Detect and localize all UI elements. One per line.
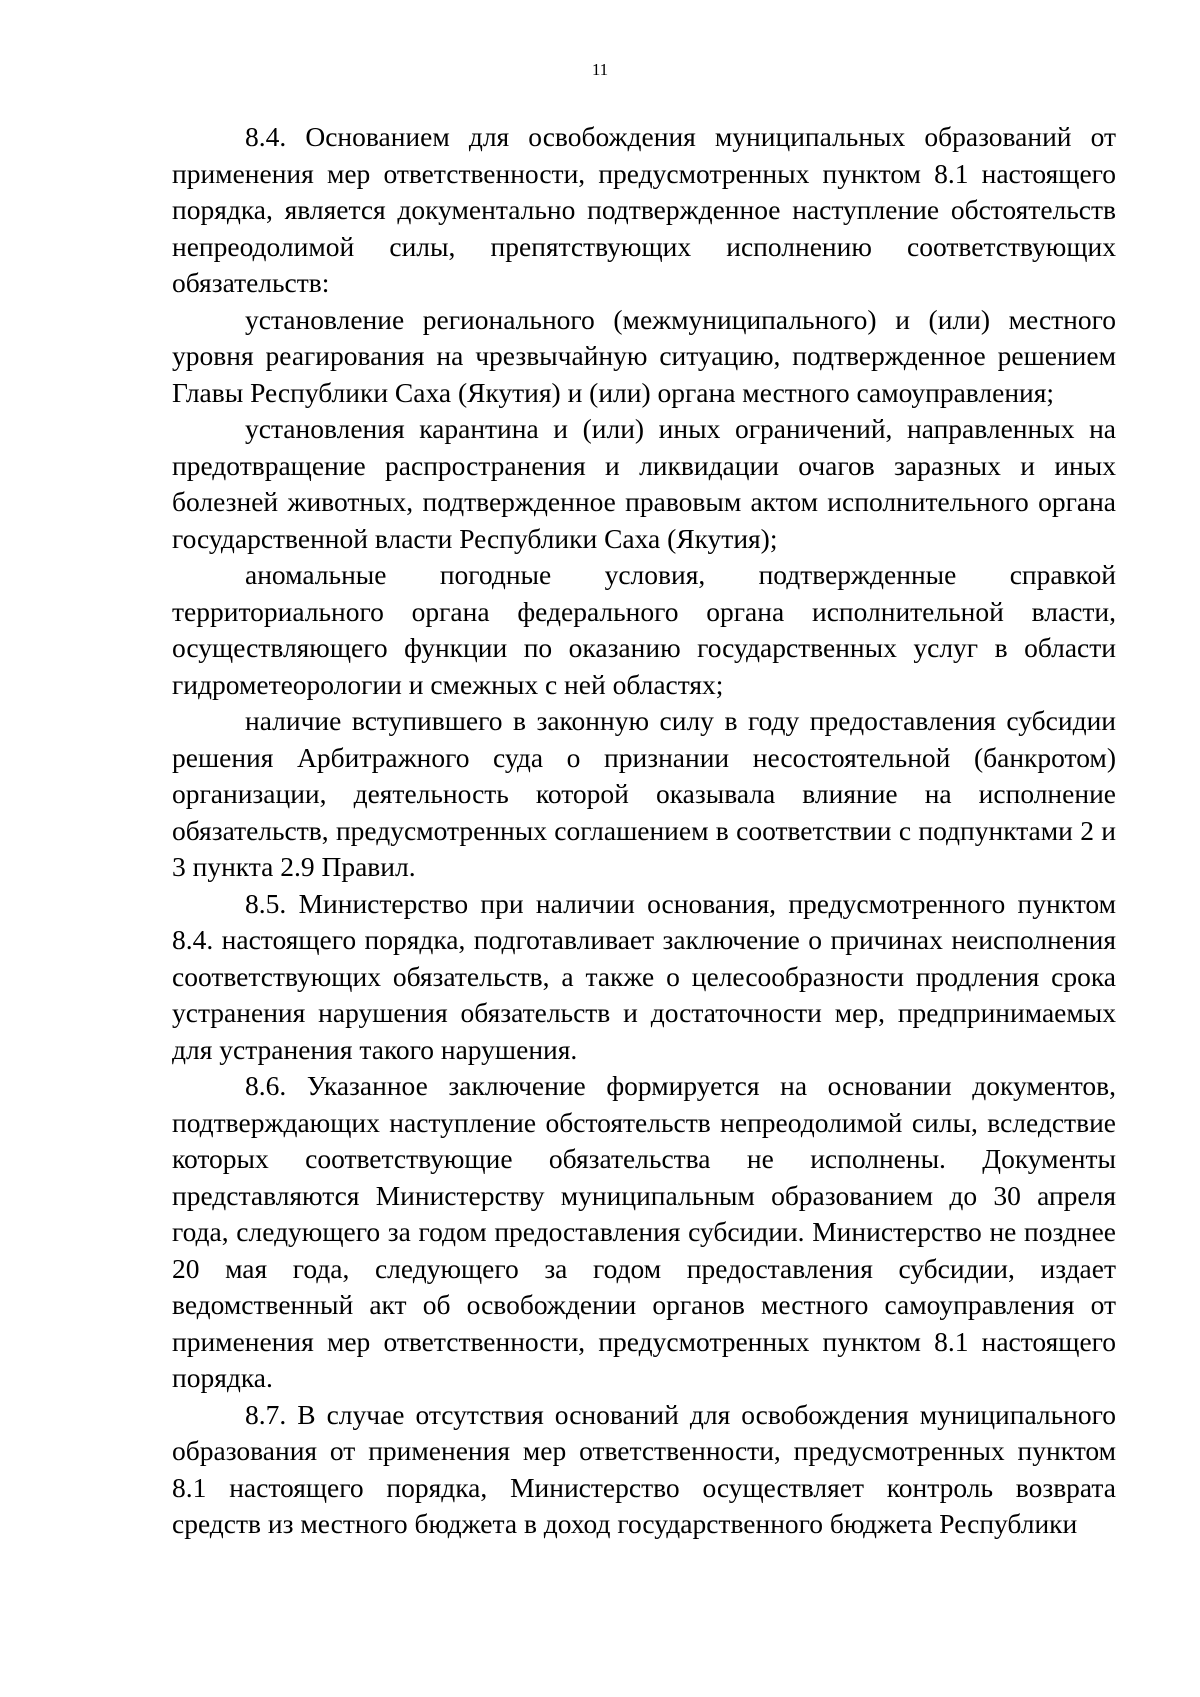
paragraph-weather-conditions: аномальные погодные условия, подтвержденные справкой территориального органа федерального органа исполнительной власти, осуществляющего функции по оказанию государственных услуг в области гидрометеорологии и смежных с ней областях; xyxy=(172,559,1116,700)
paragraph-emergency-response: установление регионального (межмуниципального) и (или) местного уровня реагирования на чрезвычайную ситуацию, подтвержденное решением Главы Республики Саха (Якутия) и (или) органа местного самоуправления; xyxy=(172,303,1116,408)
paragraph-quarantine: установления карантина и (или) иных ограничений, направленных на предотвращение распространения и ликвидации очагов заразных и иных болезней животных, подтвержденное правовым актом исполнительного органа государственной власти Республики Саха (Якутия); xyxy=(172,413,1116,554)
page-number: 11 xyxy=(591,60,609,79)
paragraph-8-6: 8.6. Указанное заключение формируется на основании документов, подтверждающих наступление обстоятельств непреодолимой силы, вследствие которых соответствующие обязательства не исполнены. Документы представляются Министерству муниципальным образованием до 30 апреля года, следующего за годом предоставления субсидии. Министерство не позднее 20 мая года, следующего за годом предоставления субсидии, издает ведомственный акт об освобождении органов местного самоуправления от применения мер ответственности, предусмотренных пунктом 8.1 настоящего порядка. xyxy=(172,1070,1116,1393)
paragraph-8-7: 8.7. В случае отсутствия оснований для освобождения муниципального образования от применения мер ответственности, предусмотренных пунктом 8.1 настоящего порядка, Министерство осуществляет контроль возврата средств из местного бюджета в доход государственного бюджета Республики xyxy=(172,1398,1116,1539)
paragraph-8-4: 8.4. Основанием для освобождения муниципальных образований от применения мер ответственности, предусмотренных пунктом 8.1 настоящего порядка, является документально подтвержденное наступление обстоятельств непреодолимой силы, препятствующих исполнению соответствующих обязательств: xyxy=(172,121,1116,298)
paragraph-arbitration-decision: наличие вступившего в законную силу в году предоставления субсидии решения Арбитражного суда о признании несостоятельной (банкротом) организации, деятельность которой оказывала влияние на исполнение обязательств, предусмотренных соглашением в соответствии с подпунктами 2 и 3 пункта 2.9 Правил. xyxy=(172,705,1116,882)
paragraph-8-5: 8.5. Министерство при наличии основания, предусмотренного пунктом 8.4. настоящего порядка, подготавливает заключение о причинах неисполнения соответствующих обязательств, а также о целесообразности продления срока устранения нарушения обязательств и достаточности мер, предпринимаемых для устранения такого нарушения. xyxy=(172,887,1116,1065)
document-body xyxy=(172,119,1116,1543)
